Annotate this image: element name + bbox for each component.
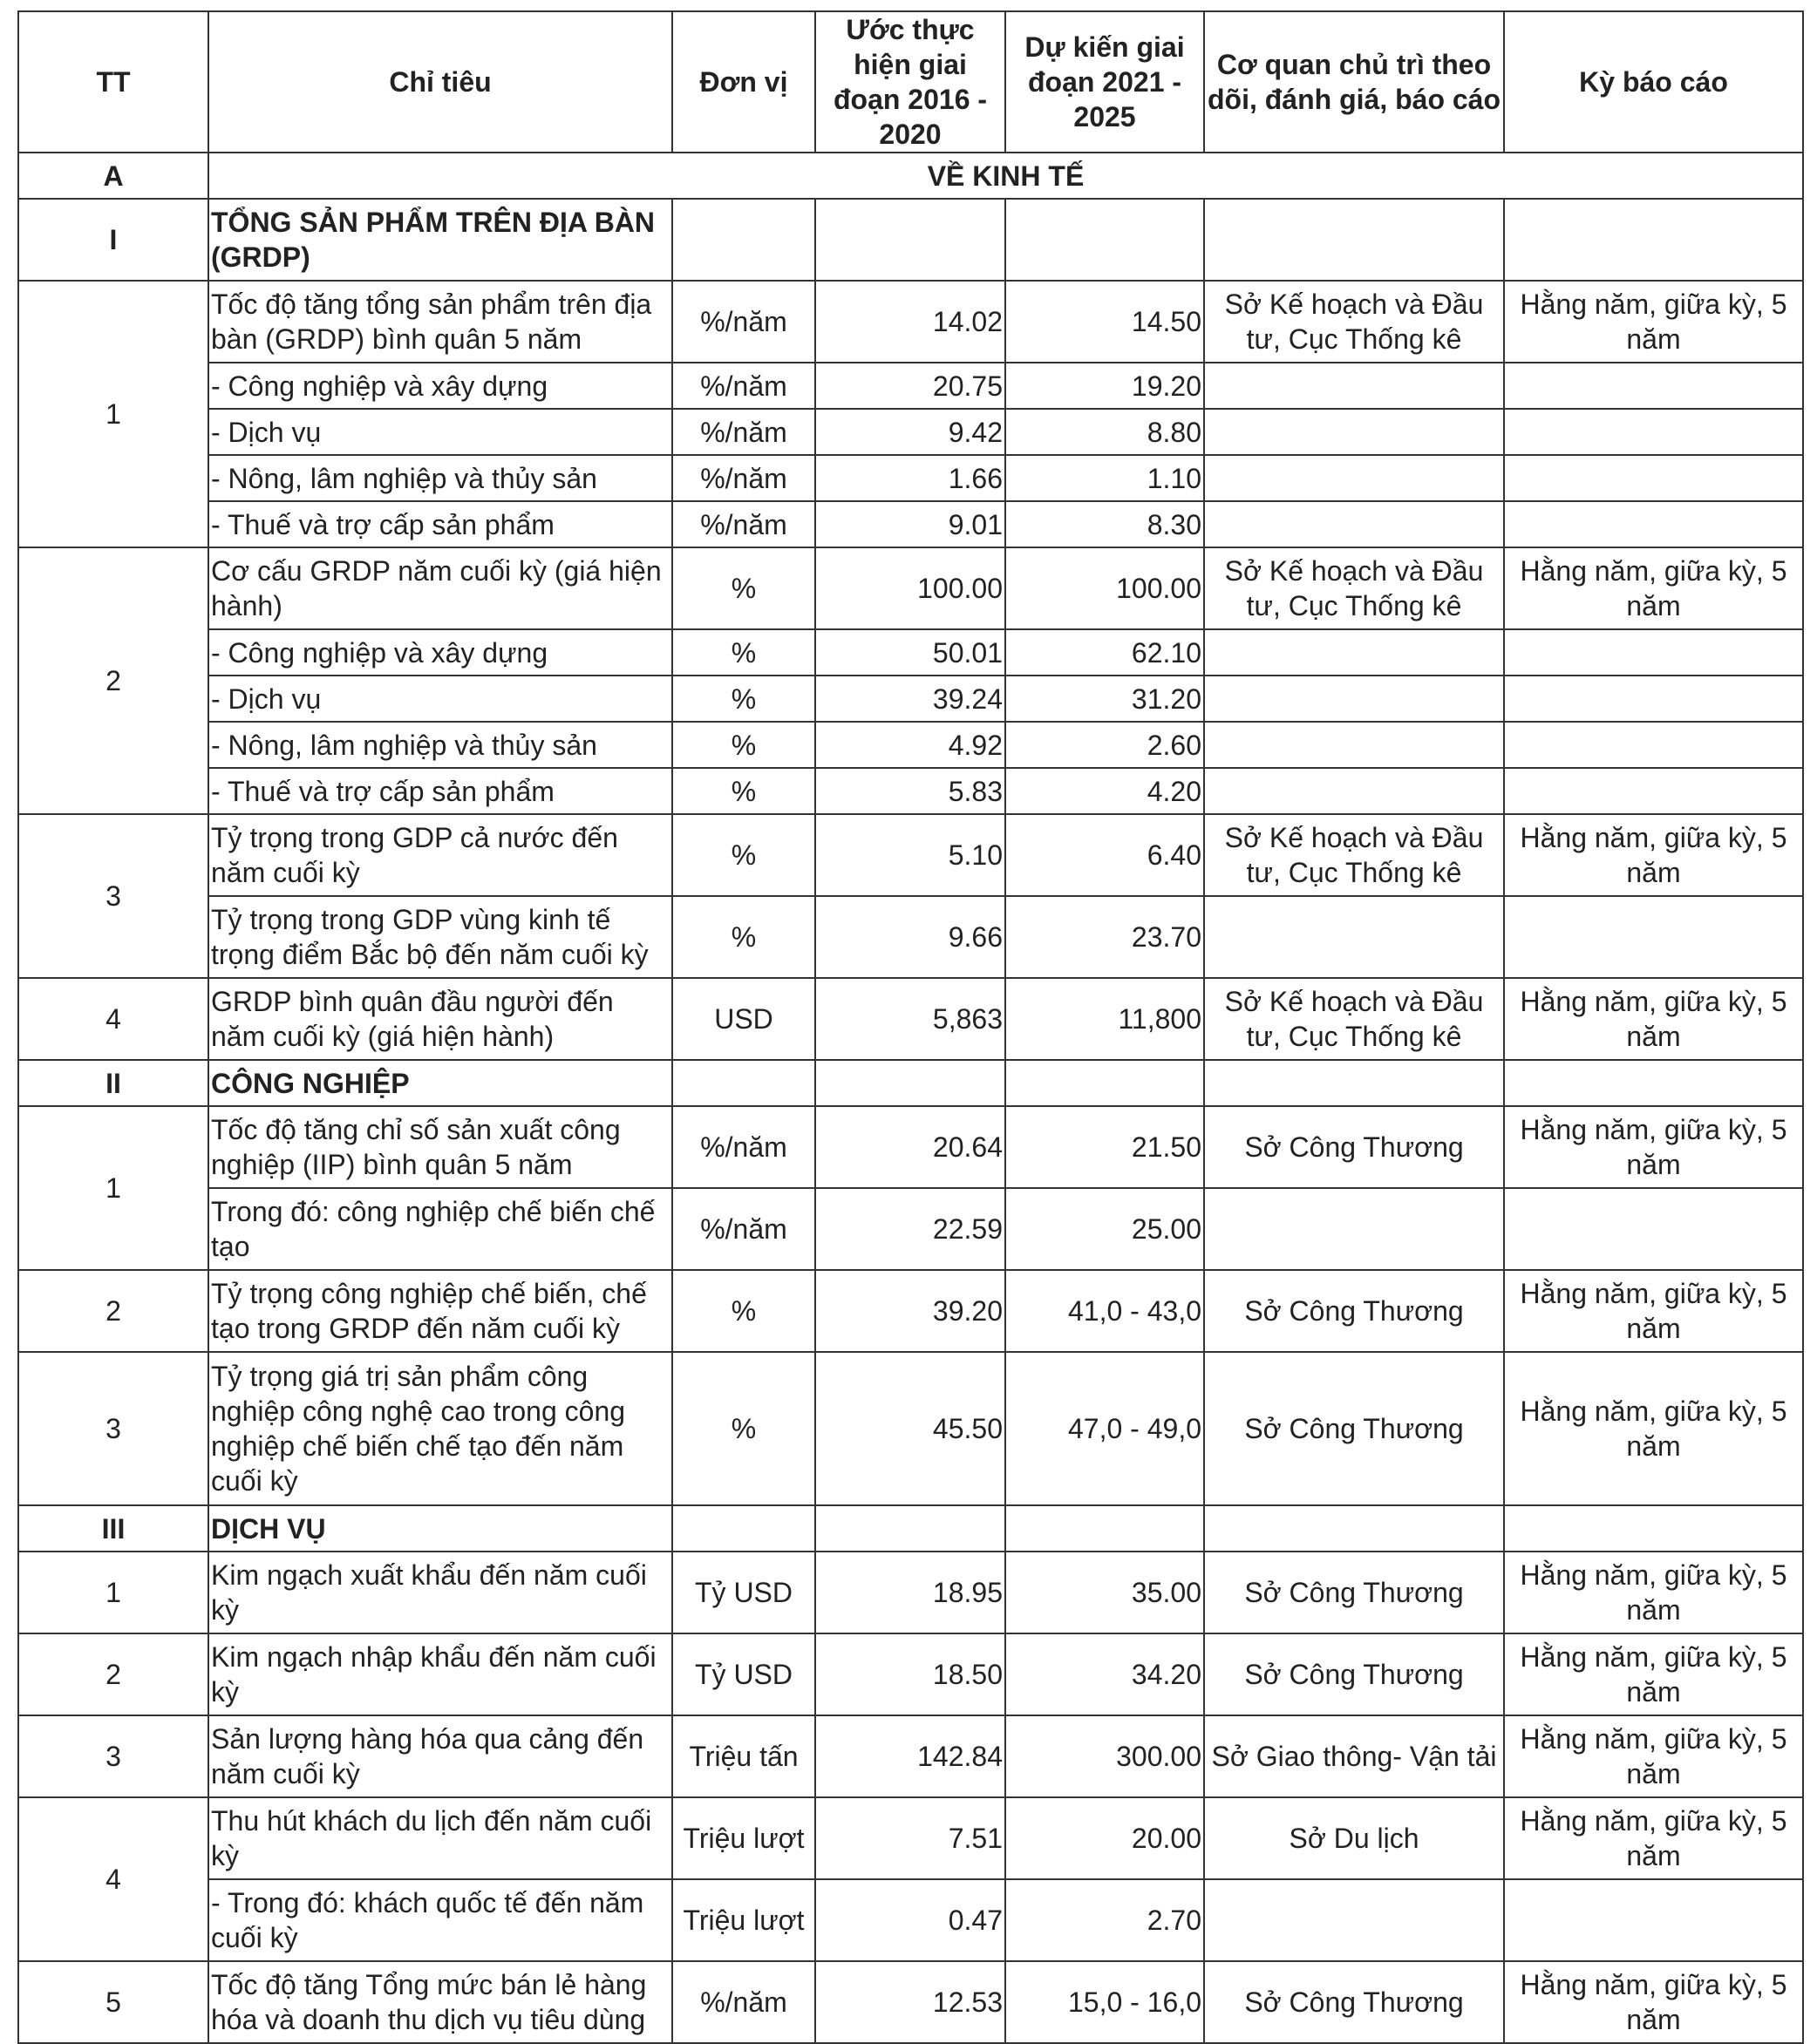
- row-plan-value: 20.00: [1005, 1797, 1204, 1879]
- row-unit: Triệu lượt: [672, 1797, 815, 1879]
- table-row: [18, 676, 1803, 722]
- row-est-value: 100.00: [815, 547, 1005, 629]
- row-period: Hằng năm, giữa kỳ, 5 năm: [1504, 814, 1803, 896]
- row-period: Hằng năm, giữa kỳ, 5 năm: [1504, 1106, 1803, 1188]
- row-indicator: Tốc độ tăng Tổng mức bán lẻ hàng hóa và doanh thu dịch vụ tiêu dùng: [208, 1961, 672, 2043]
- row-est-value: 4.92: [815, 722, 1005, 768]
- table-row: [18, 281, 1803, 363]
- row-period: Hằng năm, giữa kỳ, 5 năm: [1504, 547, 1803, 629]
- row-tt: 1: [18, 1552, 208, 1633]
- row-tt: 2: [18, 1633, 208, 1715]
- row-plan-value: 47,0 - 49,0: [1005, 1352, 1204, 1505]
- row-agency: Sở Du lịch: [1204, 1797, 1504, 1879]
- header-tt: TT: [18, 11, 208, 153]
- row-indicator: - Thuế và trợ cấp sản phẩm: [208, 501, 672, 547]
- group-tt: II: [18, 1060, 208, 1106]
- row-est-value: 18.50: [815, 1633, 1005, 1715]
- row-est-value: 142.84: [815, 1715, 1005, 1797]
- table-row: [18, 1270, 1803, 1352]
- row-plan-value: 15,0 - 16,0: [1005, 1961, 1204, 2043]
- row-agency: Sở Công Thương: [1204, 1106, 1504, 1188]
- group-title: DỊCH VỤ: [208, 1505, 672, 1552]
- row-est-value: 9.66: [815, 896, 1005, 978]
- row-indicator: Tốc độ tăng chỉ số sản xuất công nghiệp (IIP) bình quân 5 năm: [208, 1106, 672, 1188]
- row-agency: Sở Kế hoạch và Đầu tư, Cục Thống kê: [1204, 281, 1504, 363]
- header-plan-2021-2025: Dự kiến giai đoạn 2021 - 2025: [1005, 11, 1204, 153]
- row-plan-value: 35.00: [1005, 1552, 1204, 1633]
- row-tt: 3: [18, 1715, 208, 1797]
- row-est-value: 12.53: [815, 1961, 1005, 2043]
- table-row: [18, 1188, 1803, 1270]
- row-unit: %/năm: [672, 455, 815, 501]
- table-row: [18, 1633, 1803, 1715]
- row-period: Hằng năm, giữa kỳ, 5 năm: [1504, 1961, 1803, 2043]
- row-est-value: 18.95: [815, 1552, 1005, 1633]
- table-row: [18, 1797, 1803, 1879]
- row-indicator: Cơ cấu GRDP năm cuối kỳ (giá hiện hành): [208, 547, 672, 629]
- row-indicator: Tỷ trọng trong GDP vùng kinh tế trọng điểm Bắc bộ đến năm cuối kỳ: [208, 896, 672, 978]
- row-indicator: - Dịch vụ: [208, 676, 672, 722]
- row-indicator: GRDP bình quân đầu người đến năm cuối kỳ (giá hiện hành): [208, 978, 672, 1060]
- row-agency: Sở Công Thương: [1204, 1633, 1504, 1715]
- row-unit: %/năm: [672, 363, 815, 409]
- row-agency: Sở Giao thông- Vận tải: [1204, 1715, 1504, 1797]
- table-row: [18, 629, 1803, 676]
- row-est-value: 14.02: [815, 281, 1005, 363]
- group-row: [18, 199, 1803, 281]
- row-plan-value: 34.20: [1005, 1633, 1204, 1715]
- row-period: Hằng năm, giữa kỳ, 5 năm: [1504, 978, 1803, 1060]
- row-unit: %: [672, 1352, 815, 1505]
- row-est-value: 7.51: [815, 1797, 1005, 1879]
- row-plan-value: 31.20: [1005, 676, 1204, 722]
- header-agency: Cơ quan chủ trì theo dõi, đánh giá, báo cáo: [1204, 11, 1504, 153]
- row-unit: %/năm: [672, 281, 815, 363]
- row-unit: Tỷ USD: [672, 1552, 815, 1633]
- row-tt: 2: [18, 1270, 208, 1352]
- row-period: Hằng năm, giữa kỳ, 5 năm: [1504, 1352, 1803, 1505]
- row-indicator: Kim ngạch xuất khẩu đến năm cuối kỳ: [208, 1552, 672, 1633]
- row-period: Hằng năm, giữa kỳ, 5 năm: [1504, 1797, 1803, 1879]
- row-est-value: 22.59: [815, 1188, 1005, 1270]
- row-plan-value: 6.40: [1005, 814, 1204, 896]
- row-indicator: - Dịch vụ: [208, 409, 672, 455]
- row-plan-value: 300.00: [1005, 1715, 1204, 1797]
- row-plan-value: 25.00: [1005, 1188, 1204, 1270]
- table-row: [18, 501, 1803, 547]
- row-plan-value: 41,0 - 43,0: [1005, 1270, 1204, 1352]
- table-row: [18, 1352, 1803, 1505]
- row-unit: %: [672, 676, 815, 722]
- row-indicator: Tỷ trọng công nghiệp chế biến, chế tạo trong GRDP đến năm cuối kỳ: [208, 1270, 672, 1352]
- row-est-value: 5,863: [815, 978, 1005, 1060]
- row-est-value: 39.20: [815, 1270, 1005, 1352]
- row-plan-value: 2.70: [1005, 1879, 1204, 1961]
- row-indicator: Sản lượng hàng hóa qua cảng đến năm cuối kỳ: [208, 1715, 672, 1797]
- row-plan-value: 8.80: [1005, 409, 1204, 455]
- row-unit: %/năm: [672, 501, 815, 547]
- table-row: [18, 1715, 1803, 1797]
- row-tt: 5: [18, 1961, 208, 2043]
- row-plan-value: 23.70: [1005, 896, 1204, 978]
- table-row: [18, 722, 1803, 768]
- row-tt: 4: [18, 1797, 208, 1961]
- indicator-table: [17, 10, 1804, 2044]
- row-indicator: - Nông, lâm nghiệp và thủy sản: [208, 722, 672, 768]
- row-agency: Sở Công Thương: [1204, 1961, 1504, 2043]
- row-plan-value: 14.50: [1005, 281, 1204, 363]
- row-unit: %: [672, 1270, 815, 1352]
- row-plan-value: 11,800: [1005, 978, 1204, 1060]
- group-tt: III: [18, 1505, 208, 1552]
- row-unit: %/năm: [672, 1188, 815, 1270]
- row-est-value: 5.10: [815, 814, 1005, 896]
- row-est-value: 20.75: [815, 363, 1005, 409]
- row-period: Hằng năm, giữa kỳ, 5 năm: [1504, 1715, 1803, 1797]
- row-tt: 1: [18, 1106, 208, 1270]
- row-indicator: - Trong đó: khách quốc tế đến năm cuối kỳ: [208, 1879, 672, 1961]
- row-plan-value: 2.60: [1005, 722, 1204, 768]
- row-agency: Sở Kế hoạch và Đầu tư, Cục Thống kê: [1204, 978, 1504, 1060]
- row-unit: Triệu tấn: [672, 1715, 815, 1797]
- row-unit: %: [672, 722, 815, 768]
- row-est-value: 50.01: [815, 629, 1005, 676]
- row-indicator: Thu hút khách du lịch đến năm cuối kỳ: [208, 1797, 672, 1879]
- row-indicator: - Công nghiệp và xây dựng: [208, 629, 672, 676]
- row-est-value: 0.47: [815, 1879, 1005, 1961]
- table-row: [18, 896, 1803, 978]
- row-tt: 3: [18, 1352, 208, 1505]
- row-est-value: 45.50: [815, 1352, 1005, 1505]
- row-plan-value: 21.50: [1005, 1106, 1204, 1188]
- table-row: [18, 363, 1803, 409]
- row-agency: Sở Kế hoạch và Đầu tư, Cục Thống kê: [1204, 814, 1504, 896]
- table-row: [18, 1961, 1803, 2043]
- table-row: [18, 1106, 1803, 1188]
- header-est-2016-2020: Ước thực hiện giai đoạn 2016 - 2020: [815, 11, 1005, 153]
- row-tt: 2: [18, 547, 208, 814]
- row-period: Hằng năm, giữa kỳ, 5 năm: [1504, 1552, 1803, 1633]
- row-unit: %/năm: [672, 1961, 815, 2043]
- table-row: [18, 455, 1803, 501]
- row-plan-value: 100.00: [1005, 547, 1204, 629]
- row-unit: %: [672, 814, 815, 896]
- row-period: Hằng năm, giữa kỳ, 5 năm: [1504, 1633, 1803, 1715]
- row-unit: Triệu lượt: [672, 1879, 815, 1961]
- row-unit: Tỷ USD: [672, 1633, 815, 1715]
- row-est-value: 39.24: [815, 676, 1005, 722]
- row-plan-value: 4.20: [1005, 768, 1204, 814]
- row-indicator: - Nông, lâm nghiệp và thủy sản: [208, 455, 672, 501]
- group-row: [18, 1505, 1803, 1552]
- row-unit: %: [672, 547, 815, 629]
- table-row: [18, 768, 1803, 814]
- group-tt: I: [18, 199, 208, 281]
- header-indicator: Chỉ tiêu: [208, 11, 672, 153]
- row-agency: Sở Công Thương: [1204, 1352, 1504, 1505]
- row-est-value: 9.42: [815, 409, 1005, 455]
- row-plan-value: 8.30: [1005, 501, 1204, 547]
- row-plan-value: 19.20: [1005, 363, 1204, 409]
- section-row: [18, 153, 1803, 199]
- table-row: [18, 814, 1803, 896]
- row-agency: Sở Kế hoạch và Đầu tư, Cục Thống kê: [1204, 547, 1504, 629]
- section-title: VỀ KINH TẾ: [208, 153, 1803, 199]
- group-title: CÔNG NGHIỆP: [208, 1060, 672, 1106]
- row-agency: Sở Công Thương: [1204, 1270, 1504, 1352]
- table-row: [18, 409, 1803, 455]
- row-unit: %/năm: [672, 1106, 815, 1188]
- row-plan-value: 62.10: [1005, 629, 1204, 676]
- row-unit: %: [672, 629, 815, 676]
- table-row: [18, 547, 1803, 629]
- row-est-value: 1.66: [815, 455, 1005, 501]
- row-period: Hằng năm, giữa kỳ, 5 năm: [1504, 1270, 1803, 1352]
- row-unit: %: [672, 768, 815, 814]
- table-row: [18, 1879, 1803, 1961]
- row-est-value: 20.64: [815, 1106, 1005, 1188]
- header-row: [18, 11, 1803, 153]
- row-period: Hằng năm, giữa kỳ, 5 năm: [1504, 281, 1803, 363]
- row-unit: %/năm: [672, 409, 815, 455]
- row-unit: %: [672, 896, 815, 978]
- row-tt: 4: [18, 978, 208, 1060]
- row-est-value: 5.83: [815, 768, 1005, 814]
- row-agency: Sở Công Thương: [1204, 1552, 1504, 1633]
- row-plan-value: 1.10: [1005, 455, 1204, 501]
- row-indicator: Trong đó: công nghiệp chế biến chế tạo: [208, 1188, 672, 1270]
- table-row: [18, 978, 1803, 1060]
- row-indicator: - Thuế và trợ cấp sản phẩm: [208, 768, 672, 814]
- row-indicator: - Công nghiệp và xây dựng: [208, 363, 672, 409]
- row-indicator: Tỷ trọng trong GDP cả nước đến năm cuối kỳ: [208, 814, 672, 896]
- row-tt: 1: [18, 281, 208, 547]
- header-period: Kỳ báo cáo: [1504, 11, 1803, 153]
- row-tt: 3: [18, 814, 208, 978]
- row-indicator: Tỷ trọng giá trị sản phẩm công nghiệp công nghệ cao trong công nghiệp chế biến chế tạo đến năm cuối kỳ: [208, 1352, 672, 1505]
- row-indicator: Tốc độ tăng tổng sản phẩm trên địa bàn (GRDP) bình quân 5 năm: [208, 281, 672, 363]
- group-row: [18, 1060, 1803, 1106]
- section-tt: A: [18, 153, 208, 199]
- row-unit: USD: [672, 978, 815, 1060]
- group-title: TỔNG SẢN PHẨM TRÊN ĐỊA BÀN (GRDP): [208, 199, 672, 281]
- row-indicator: Kim ngạch nhập khẩu đến năm cuối kỳ: [208, 1633, 672, 1715]
- header-unit: Đơn vị: [672, 11, 815, 153]
- row-est-value: 9.01: [815, 501, 1005, 547]
- table-row: [18, 1552, 1803, 1633]
